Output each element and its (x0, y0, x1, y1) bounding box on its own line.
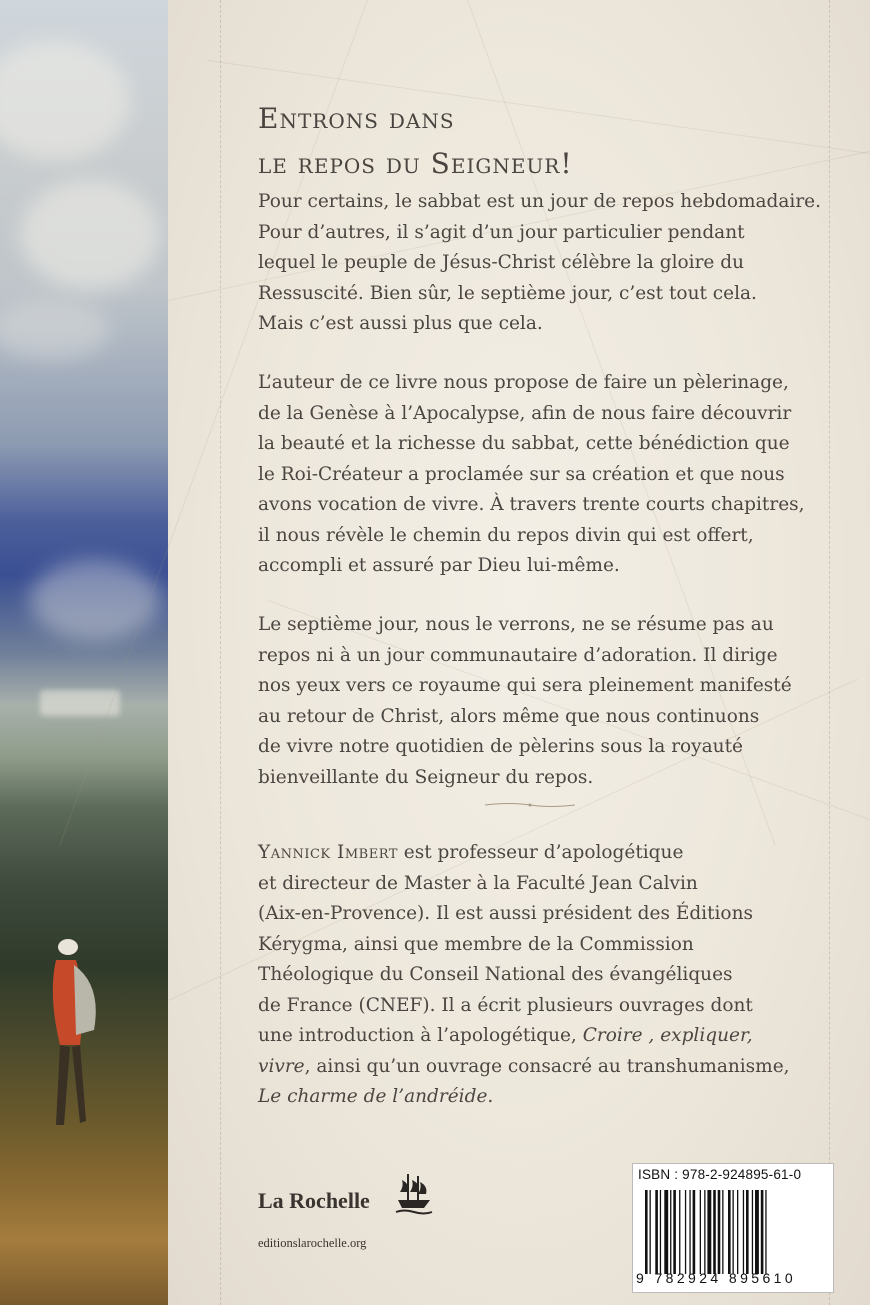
book-title: vivre (258, 1055, 305, 1077)
paragraph-3 (258, 610, 818, 793)
text-line: Ressuscité. Bien sûr, le septième jour, c’est tout cela. (258, 282, 757, 304)
ship-logo-icon (394, 1170, 434, 1216)
text-line: de vivre notre quotidien de pèlerins sous la royauté (258, 736, 743, 757)
text-line: accompli et assuré par Dieu lui-même. (258, 555, 620, 576)
pilgrim-figure (46, 935, 106, 1135)
barcode-bars (645, 1190, 825, 1274)
text-line: le Roi-Créateur a proclamée sur sa création et que nous (258, 463, 785, 485)
text-line: Kérygma, ainsi que membre de la Commission (258, 933, 694, 955)
text-line (258, 1082, 818, 1113)
text-line: bienveillante du Seigneur du repos. (258, 766, 594, 788)
text-line: Mais c’est aussi plus que cela. (258, 313, 543, 334)
stitch-line-right (829, 0, 830, 1305)
text-line (258, 1021, 818, 1052)
text-line: de la Genèse à l’Apocalypse, afin de nous faire découvrir (258, 402, 792, 424)
text-line: repos ni à un jour communautaire d’adoration. Il dirige (258, 644, 778, 666)
text-line: nos yeux vers ce royaume qui sera pleinement manifesté (258, 675, 792, 696)
title-line-1: Entrons dans (258, 102, 455, 135)
author-bio (258, 838, 818, 1113)
book-title: Le charme de l’andréide. (258, 1086, 494, 1107)
author-bio-text: , ainsi qu’un ouvrage consacré au transhumanisme, (304, 1055, 790, 1077)
barcode-digits: 9 782924 895610 (636, 1270, 796, 1286)
text-line (258, 1052, 818, 1083)
paragraph-2 (258, 368, 818, 582)
flourish-divider (480, 800, 580, 810)
isbn-label: ISBN : 978-2-924895-61-0 (638, 1167, 802, 1182)
author-bio-text: est professeur d’apologétique (397, 842, 684, 863)
text-line: Le septième jour, nous le verrons, ne se résume pas au (258, 614, 774, 635)
back-cover-title (258, 96, 573, 186)
publisher-website: editionslarochelle.org (258, 1236, 367, 1250)
text-line (258, 838, 818, 869)
author-bio-text: une introduction à l’apologétique, (258, 1025, 583, 1046)
text-line: de France (CNEF). Il a écrit plusieurs ouvrages dont (258, 994, 753, 1016)
text-line: Pour certains, le sabbat est un jour de repos hebdomadaire. (258, 191, 821, 212)
publisher-name: La Rochelle (258, 1188, 370, 1213)
text-line: avons vocation de vivre. À travers trente courts chapitres, (258, 494, 805, 515)
book-title: Croire , expliquer, (582, 1025, 753, 1046)
author-name: Yannick Imbert (258, 842, 398, 863)
text-line: Théologique du Conseil National des évangéliques (258, 964, 733, 985)
text-line: lequel le peuple de Jésus-Christ célèbre la gloire du (258, 252, 744, 273)
stitch-line-left (220, 0, 221, 1305)
text-line: il nous révèle le chemin du repos divin qui est offert, (258, 524, 754, 546)
text-line: la beauté et la richesse du sabbat, cette bénédiction que (258, 433, 790, 454)
paragraph-1 (258, 187, 821, 340)
text-line: Pour d’autres, il s’agit d’un jour particulier pendant (258, 221, 745, 243)
text-line: et directeur de Master à la Faculté Jean Calvin (258, 872, 698, 894)
text-line: L’auteur de ce livre nous propose de faire un pèlerinage, (258, 372, 789, 393)
title-line-2: le repos du Seigneur! (258, 147, 573, 180)
text-line: au retour de Christ, alors même que nous continuons (258, 705, 760, 727)
text-line: (Aix-en-Provence). Il est aussi président des Éditions (258, 903, 753, 924)
cover-painting (0, 0, 168, 1305)
